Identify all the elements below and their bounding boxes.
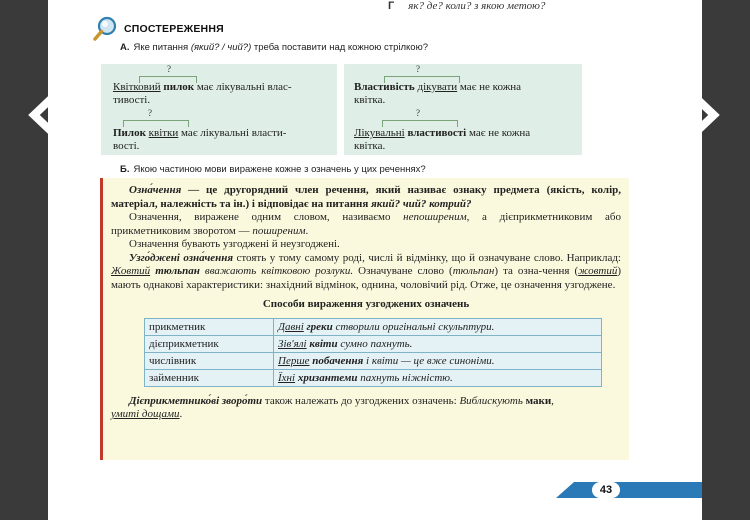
- task-a-text-end: треба поставити над кожною стрілкою?: [251, 42, 428, 53]
- chevron-right-icon: [684, 90, 724, 140]
- part-of-speech: прикметник: [145, 318, 274, 335]
- example-rest: створили оригінальні скульптури.: [332, 320, 495, 333]
- example-noun: маки: [525, 394, 552, 407]
- example-sentence-4: [354, 127, 570, 153]
- term-extended: поширеним: [252, 224, 306, 237]
- example-noun: тюльпан: [155, 265, 200, 277]
- example-cell: [274, 369, 602, 386]
- word-underlined: Квітковий: [113, 81, 161, 93]
- sentence-rest: має лікувальні влас-: [194, 81, 292, 93]
- text: ,: [551, 394, 554, 407]
- question-mark: ?: [416, 64, 420, 74]
- sentence-end: тивості.: [113, 94, 151, 106]
- word-underlined: Лікувальні: [354, 127, 405, 139]
- task-a-italic: (який? / чий?): [190, 42, 252, 53]
- example-modifier: Їхні: [278, 371, 296, 384]
- task-b-label: Б.: [120, 164, 130, 175]
- arrow-bracket: [123, 120, 189, 127]
- sentence-rest: має лікувальні власти-: [178, 127, 287, 139]
- task-a: [120, 42, 428, 53]
- term-participial: Дієприкметнико́ві зворо́ти: [129, 394, 263, 407]
- example-word: Жовтий: [111, 265, 151, 277]
- question-mark: ?: [416, 108, 420, 118]
- example-modifier: Перше: [278, 354, 310, 367]
- part-of-speech: дієприкметник: [145, 335, 274, 352]
- example-phrase: умиті дощами: [111, 408, 180, 420]
- task-b: [120, 164, 426, 175]
- text: стоять у тому самому роді, числі й відмінку, що й означуване слово. Наприклад:: [233, 251, 621, 264]
- sentence-end: квітка.: [354, 140, 386, 152]
- example-modifier: Давні: [278, 320, 304, 333]
- task-a-text: Яке питання: [133, 42, 191, 53]
- rule-paragraph-2: [111, 211, 621, 238]
- definition-text: — це другорядний член речення, який називає ознаку предмета (якість, колір, матеріал, належність та ін.) і відповідає на питання: [111, 184, 621, 210]
- rule-paragraph-4: [111, 252, 621, 293]
- text: Означення, виражене одним словом, називаємо: [129, 211, 404, 223]
- example-cell: [274, 335, 602, 352]
- rule-paragraph-5: [111, 395, 621, 422]
- example-noun: греки: [306, 320, 333, 333]
- task-a-label: А.: [120, 42, 130, 53]
- word-underlined: дікувати: [417, 81, 458, 93]
- term-agreed: Узго́джені озна́чення: [129, 251, 233, 264]
- text: , а дієприкметниковим або прикметниковим зворотом —: [111, 211, 621, 237]
- question-mark: ?: [167, 64, 171, 74]
- example-noun: побачення: [312, 354, 364, 367]
- term-unextended: непоширеним: [403, 211, 467, 223]
- rule-paragraph-1: [111, 184, 621, 211]
- example-box-left: [101, 64, 337, 155]
- sentence-end: вості.: [113, 140, 140, 152]
- question-mark: ?: [148, 108, 152, 118]
- expression-table: [144, 318, 602, 387]
- table-title: Способи вираження узгоджених означень: [262, 298, 470, 310]
- example-sentence-1: [113, 81, 329, 107]
- example-modifier: Зів'ялі: [278, 337, 307, 350]
- part-of-speech: числівник: [145, 352, 274, 369]
- top-question-line: [388, 0, 545, 12]
- textbook-page: [48, 0, 702, 520]
- top-letter: Г: [388, 0, 395, 12]
- text: також належать до узгоджених означень:: [262, 394, 460, 407]
- page-band: [556, 482, 702, 498]
- text: Означуване слово (: [353, 265, 453, 277]
- word-bold: Властивість: [354, 81, 415, 93]
- example-rest: і квіти — це вже синоніми.: [363, 354, 495, 367]
- section-title: СПОСТЕРЕЖЕННЯ: [124, 23, 224, 35]
- page-number-band: [556, 482, 702, 498]
- table-row: [145, 335, 602, 352]
- text: .: [305, 224, 309, 237]
- word-bold: пилок: [163, 81, 195, 93]
- word-underlined: квітки: [148, 127, 179, 139]
- example-rest: вважають квітковою розлуки.: [199, 265, 354, 277]
- example-sentence-3: [354, 81, 570, 107]
- example-rest: сумно пахнуть.: [337, 337, 413, 350]
- previous-page-arrow[interactable]: [24, 90, 64, 140]
- task-b-text: Якою частиною мови виражене кожне з означень у цих реченнях?: [133, 164, 426, 175]
- example-noun-ref: тюльпан: [452, 265, 495, 277]
- term-definition: Озна́чення: [129, 184, 182, 196]
- table-row: [145, 318, 602, 335]
- section-header: [92, 16, 224, 42]
- word-bold: властивості: [407, 127, 467, 139]
- next-page-arrow[interactable]: [684, 90, 724, 140]
- example-word-ref: жовтий: [578, 265, 618, 277]
- part-of-speech: займенник: [145, 369, 274, 386]
- text: ) та озна-чення (: [494, 265, 579, 277]
- arrow-bracket: [382, 120, 458, 127]
- rule-block: [100, 178, 629, 460]
- magnifier-icon: [92, 16, 118, 42]
- table-row: [145, 352, 602, 369]
- example-rest: пахнуть ніжністю.: [357, 371, 453, 384]
- sentence-rest: має не кожна: [457, 81, 522, 93]
- top-question: як? де? коли? з якою метою?: [408, 0, 546, 12]
- text: ) мають однакові характеристики: знахідний відмінок, однина, чоловічий рід. Отже, це означення узгоджене.: [111, 265, 621, 291]
- definition-questions: який? чий? котрий?: [371, 197, 472, 210]
- example-box-right: [344, 64, 582, 155]
- chevron-left-icon: [24, 90, 64, 140]
- text: .: [179, 408, 183, 420]
- example-sentence-2: [113, 127, 329, 153]
- example-noun: хризантеми: [297, 371, 358, 384]
- sentence-end: квітка.: [354, 94, 386, 106]
- word-bold: Пилок: [113, 127, 146, 139]
- example-noun: квіти: [309, 337, 338, 350]
- example-cell: [274, 352, 602, 369]
- rule-paragraph-3: Означення бувають узгоджені й неузгоджені.: [129, 238, 340, 250]
- example-verb: Виблискують: [459, 394, 523, 407]
- page-number: 43: [592, 482, 620, 498]
- example-cell: [274, 318, 602, 335]
- sentence-rest: має не кожна: [466, 127, 531, 139]
- table-row: [145, 369, 602, 386]
